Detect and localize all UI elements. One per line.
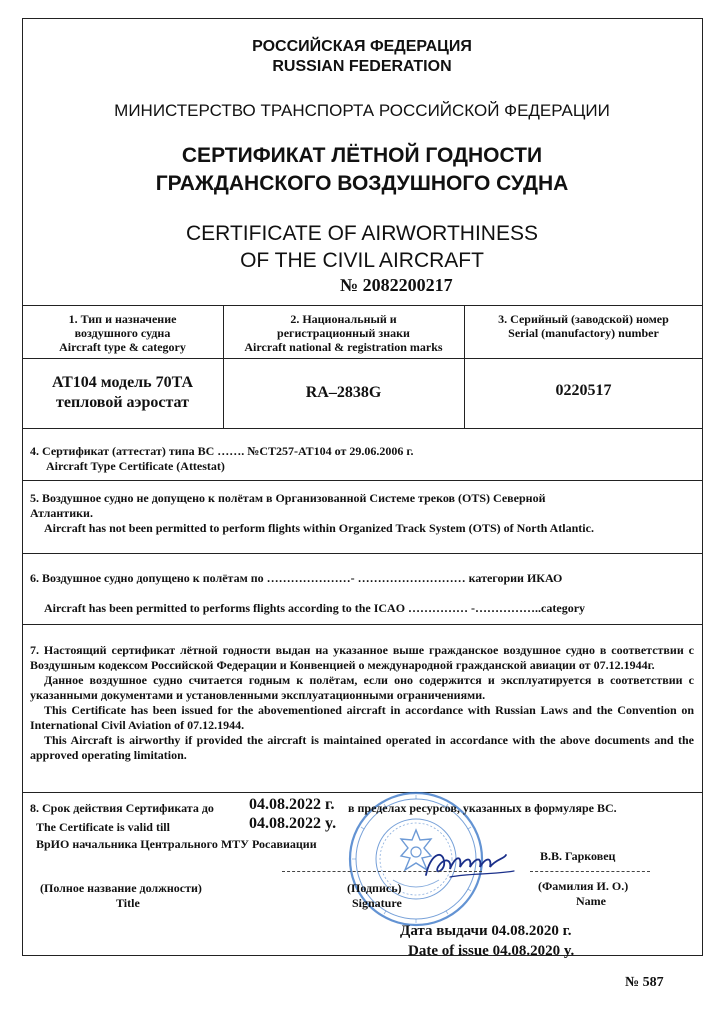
name-line [530, 871, 650, 872]
signature-label-en: Signature [352, 896, 402, 910]
airworthy-condition-ru: Данное воздушное судно считается годным к полётам, если оно содержится и эксплуатируется в соответствии с указанными документами и установленными эксплуатационными ограничениями. [30, 673, 694, 702]
ots-restriction-ru-1: 5. Воздушное судно не допущено к полётам в Организованной Системе треков (OTS) Северной [30, 491, 546, 505]
ots-restriction-ru-2: Атлантики. [30, 506, 93, 520]
country-ru: РОССИЙСКАЯ ФЕДЕРАЦИЯ [252, 38, 472, 55]
form-number: № 587 [625, 975, 664, 990]
validity-ru-label: 8. Срок действия Сертификата до [30, 801, 214, 815]
col1-header-line-3: Aircraft type & category [59, 340, 186, 354]
country-en: RUSSIAN FEDERATION [272, 58, 452, 75]
col3-header [464, 312, 703, 340]
title-ru-line-2: ГРАЖДАНСКОГО ВОЗДУШНОГО СУДНА [155, 172, 569, 195]
type-certificate-ru: 4. Сертификат (аттестат) типа ВС ……. №СТ257-АТ104 от 29.06.2006 г. [30, 444, 414, 458]
col1-header [22, 312, 223, 354]
col3-header-line-2: Serial (manufactory) number [508, 326, 659, 340]
col2-header [223, 312, 464, 354]
col1-header-line-2: воздушного судна [74, 326, 171, 340]
title-en-line-1: CERTIFICATE OF AIRWORTHINESS [186, 222, 538, 245]
section-divider-6 [22, 624, 703, 625]
registration-value: RA–2838G [305, 384, 382, 401]
table-bottom-border [22, 428, 703, 429]
title-en-line-2: OF THE CIVIL AIRCRAFT [240, 249, 484, 272]
issue-date-ru: Дата выдачи 04.08.2020 г. [400, 923, 572, 939]
section-6 [30, 571, 562, 586]
col2-header-line-2: регистрационный знаки [277, 326, 410, 340]
signatory-name: В.В. Гарковец [540, 849, 616, 863]
type-certificate-en: Aircraft Type Certificate (Attestat) [46, 459, 225, 473]
official-position: ВрИО начальника Центрального МТУ Росавиации [36, 837, 317, 851]
col1-header-line-1: 1. Тип и назначение [68, 312, 177, 326]
aircraft-type-value [22, 373, 223, 413]
issuance-statement-ru: 7. Настоящий сертификат лётной годности выдан на указанное выше гражданское воздушное судно в соответствии с Воздушным кодексом Российской Федерации и Конвенцией о международной гражданской авиации от 07.12.1944г. [30, 643, 694, 672]
icao-category-en: Aircraft has been permitted to performs flights according to the ICAO …………… -……………..category [44, 601, 586, 615]
title-label-ru: (Полное название должности) [40, 881, 202, 895]
name-label-ru: (Фамилия И. О.) [538, 879, 629, 893]
certificate-number: № 2082200217 [340, 275, 453, 295]
icao-category-ru: 6. Воздушное судно допущено к полётам по …………………- ……………………… категории ИКАО [30, 571, 563, 585]
section-5 [30, 491, 594, 536]
validity-en-label: The Certificate is valid till [36, 820, 170, 834]
issue-date-en: Date of issue 04.08.2020 y. [408, 943, 575, 959]
col2-header-line-1: 2. Национальный и [290, 312, 397, 326]
serial-number-value: 0220517 [555, 382, 612, 399]
title-ru-line-1: СЕРТИФИКАТ ЛЁТНОЙ ГОДНОСТИ [181, 144, 543, 167]
signature-line [282, 871, 482, 872]
validity-ru-date: 04.08.2022 г. [249, 796, 335, 813]
section-4 [30, 444, 413, 474]
aircraft-type-line-2: тепловой аэростат [56, 394, 189, 411]
ots-restriction-en: Aircraft has not been permitted to perform flights within Organized Track System (OTS) of North Atlantic. [44, 521, 594, 535]
col3-header-line-1: 3. Серийный (заводской) номер [498, 312, 669, 326]
table-header-divider [22, 358, 703, 359]
issuance-statement-en: This Certificate has been issued for the abovementioned aircraft in accordance with Russian Laws and the Convention on International Civil Aviation of 07.12.1944. [30, 703, 694, 732]
col2-header-line-3: Aircraft national & registration marks [244, 340, 443, 354]
signature-label-ru: (Подпись) [347, 881, 402, 895]
airworthy-condition-en: This Aircraft is airworthy if provided the aircraft is maintained operated in accordance with the above documents and the approved operating limitation. [30, 733, 694, 762]
validity-en-date: 04.08.2022 y. [249, 815, 337, 832]
ministry-name: МИНИСТЕРСТВО ТРАНСПОРТА РОССИЙСКОЙ ФЕДЕРАЦИИ [114, 101, 610, 120]
section-divider-5 [22, 553, 703, 554]
aircraft-type-line-1: АТ104 модель 70ТА [51, 374, 194, 391]
section-7 [30, 643, 694, 763]
section-divider-4 [22, 480, 703, 481]
signature-mark [420, 845, 520, 885]
validity-ru-rest: в пределах ресурсов, указанных в формуляре ВС. [348, 801, 617, 815]
table-top-border [22, 305, 703, 306]
title-label-en: Title [116, 896, 140, 910]
section-6-en [44, 601, 585, 616]
name-label-en: Name [576, 894, 606, 908]
